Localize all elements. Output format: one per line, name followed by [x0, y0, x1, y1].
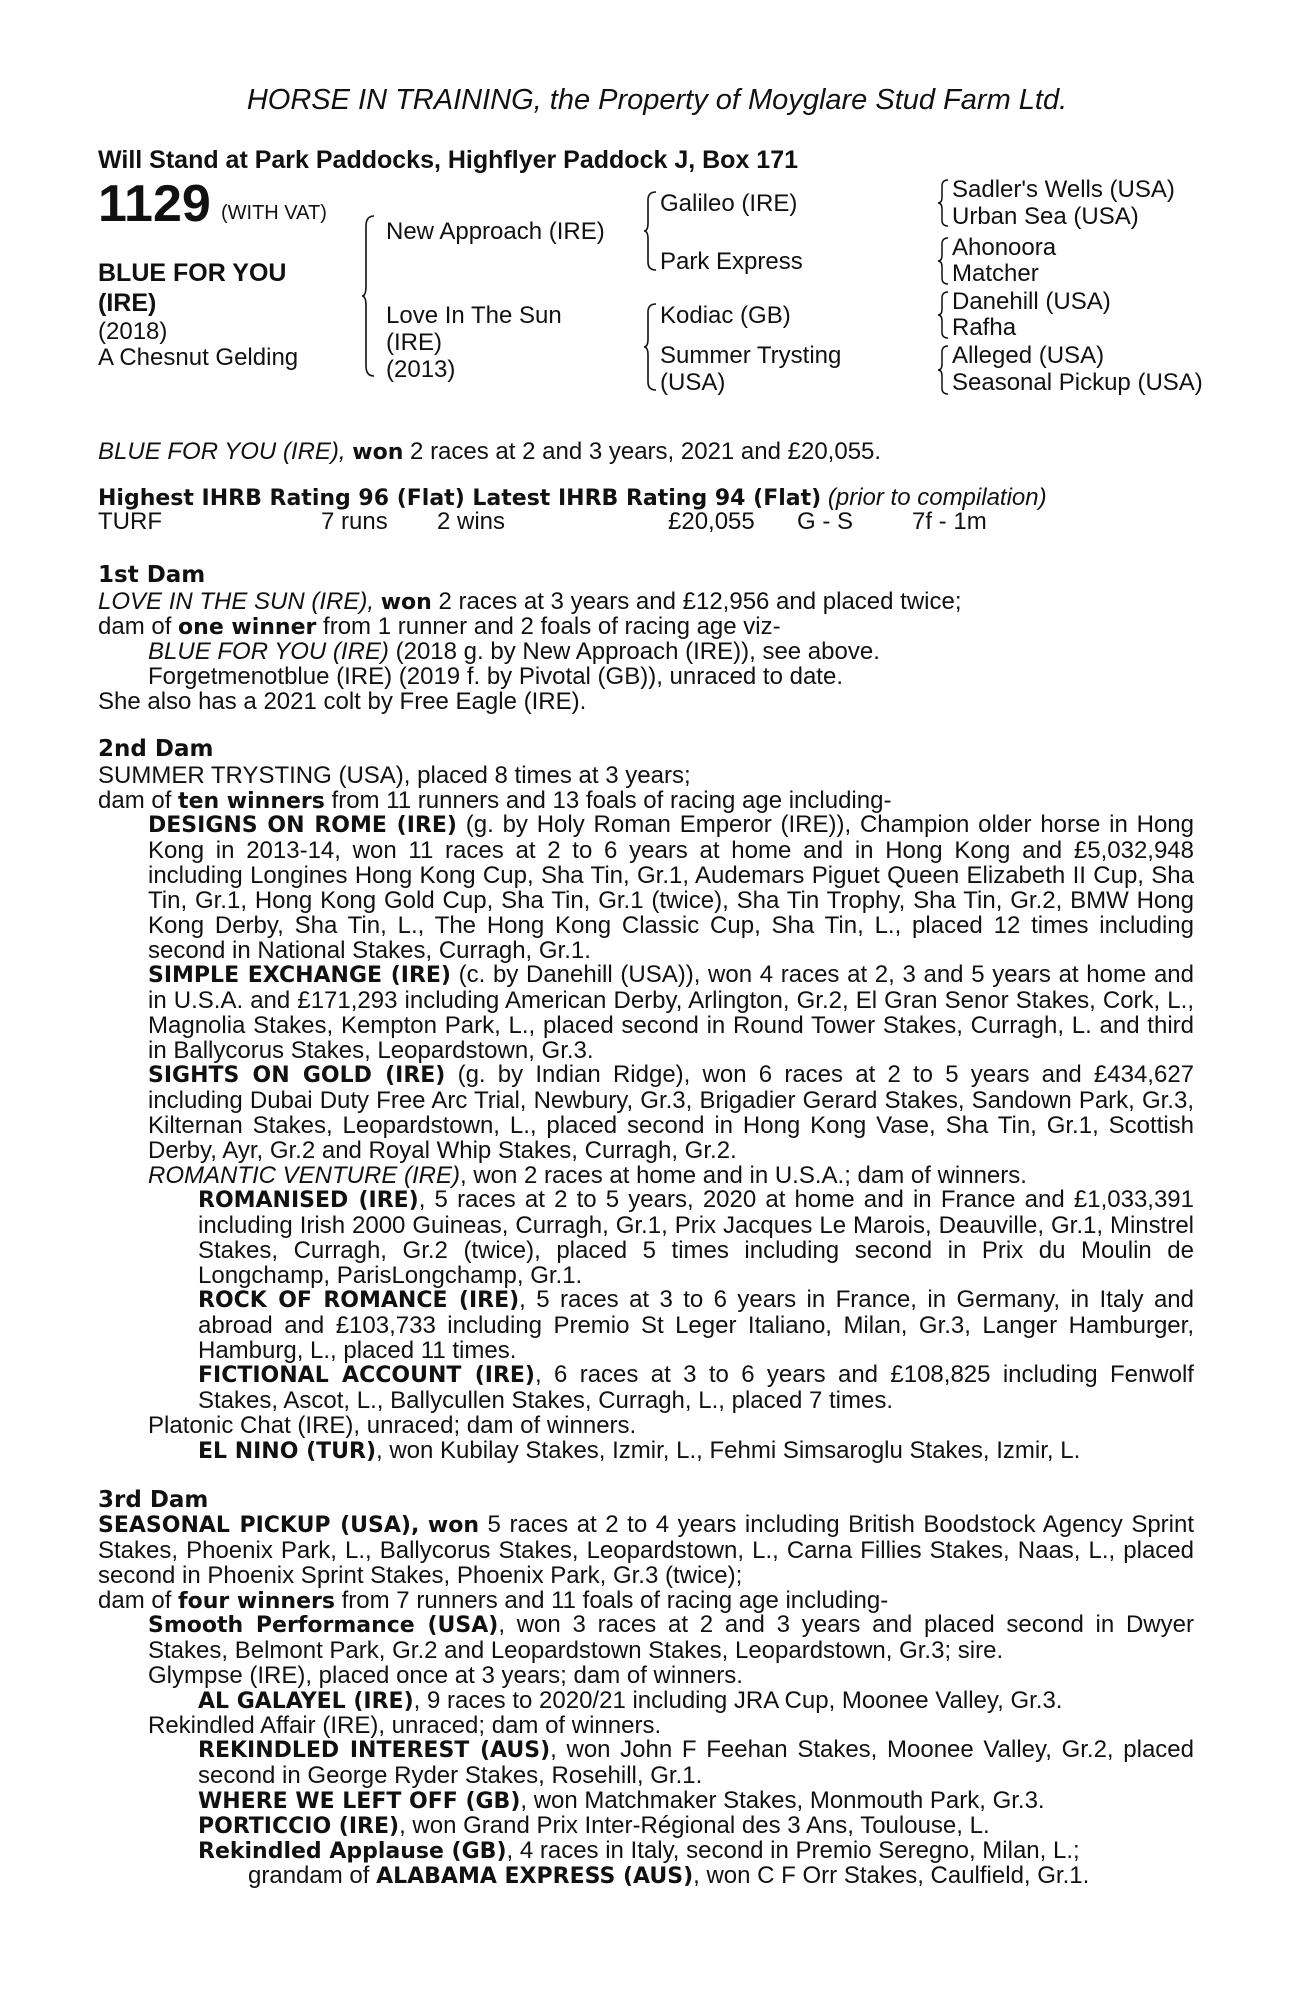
- rekindled-interest-entry: REKINDLED INTEREST (AUS), won John F Feehan Stakes, Moonee Valley, Gr.2, placed second in George Ryder Stakes, Rosehill, Gr.1.: [198, 1736, 1194, 1789]
- rating-distance: 7f - 1m: [912, 508, 987, 535]
- third-dam-line2: dam of four winners from 7 runners and 11 foals of racing age including-: [98, 1587, 889, 1614]
- vat-note: (WITH VAT): [221, 202, 327, 224]
- designs-on-rome-entry: DESIGNS ON ROME (IRE) (g. by Holy Roman Emperor (IRE)), Champion older horse in Hong Kong in 2013-14, won 11 races at 2 to 6 years at home and in Hong Kong and £5,032,948 including Longines Hong Kong Cup, Sha Tin, Gr.1, Audemars Piguet Queen Elizabeth II Cup, Sha Tin, Gr.1, Hong Kong Gold Cup, Sha Tin, Gr.1 (twice), Sha Tin Trophy, Sha Tin, Gr.2, BMW Hong Kong Derby, Sha Tin, L., The Hong Kong Classic Cup, Sha Tin, L., placed 12 times including second in National Stakes, Curragh, Gr.1.: [148, 811, 1195, 964]
- g4-name: Matcher: [952, 260, 1039, 287]
- g-brace-3-icon: [938, 290, 950, 340]
- seasonal-pickup-entry: SEASONAL PICKUP (USA), won 5 races at 2 to 4 years including British Boodstock Agency Sprint Stakes, Phoenix Park, L., Ballycorus Stakes, Leopardstown, L., Carna Fillies Stakes, Naas, L., placed second in Phoenix Sprint Stakes, Phoenix Park, Gr.3 (twice);: [98, 1511, 1195, 1589]
- rekindled-affair-entry: Rekindled Affair (IRE), unraced; dam of winners.: [148, 1712, 662, 1739]
- g6-name: Rafha: [952, 314, 1017, 341]
- rock-of-romance-entry: ROCK OF ROMANCE (IRE), 5 races at 3 to 6 years in France, in Germany, in Italy and abroad and £103,733 including Premio St Leger Italiano, Milan, Gr.3, Langer Hamburger, Hamburg, L., placed 11 times.: [198, 1286, 1194, 1364]
- dam-dam-name: [660, 342, 841, 396]
- dam-name-line3: (2013): [386, 356, 456, 383]
- race-summary: BLUE FOR YOU (IRE), won 2 races at 2 and 3 years, 2021 and £20,055.: [98, 438, 882, 465]
- dam-name-line1: Love In The Sun: [386, 302, 562, 329]
- g3-name: Ahonoora: [952, 234, 1057, 261]
- sire-name: New Approach (IRE): [386, 218, 605, 245]
- page-title: HORSE IN TRAINING, the Property of Moyglare Stud Farm Ltd.: [246, 84, 1068, 116]
- g8-name: Seasonal Pickup (USA): [952, 369, 1203, 396]
- dam-name: [386, 302, 562, 383]
- platonic-chat-entry: Platonic Chat (IRE), unraced; dam of winners.: [148, 1412, 637, 1439]
- first-dam-line4: Forgetmenotblue (IRE) (2019 f. by Pivotal (GB)), unraced to date.: [148, 663, 843, 690]
- second-dam-heading: 2nd Dam: [98, 736, 214, 762]
- first-dam-line3: BLUE FOR YOU (IRE) (2018 g. by New Approach (IRE)), see above.: [148, 638, 880, 665]
- el-nino-entry: EL NINO (TUR), won Kubilay Stakes, Izmir, L., Fehmi Simsaroglu Stakes, Izmir, L.: [198, 1437, 1081, 1464]
- g1-name: Sadler's Wells (USA): [952, 176, 1175, 203]
- first-dam-line5: She also has a 2021 colt by Free Eagle (IRE).: [98, 688, 587, 715]
- second-dam-line1: SUMMER TRYSTING (USA), placed 8 times at 3 years;: [98, 762, 691, 789]
- fictional-account-entry: FICTIONAL ACCOUNT (IRE), 6 races at 3 to 6 years and £108,825 including Fenwolf Stakes, Ascot, L., Ballycullen Stakes, Curragh, L., placed 7 times.: [198, 1361, 1194, 1414]
- horse-year: (2018): [98, 318, 168, 345]
- stand-location: Will Stand at Park Paddocks, Highflyer Paddock J, Box 171: [98, 146, 798, 174]
- dam-brace-icon: [644, 302, 658, 392]
- lot-number: 1129: [98, 175, 211, 233]
- g-brace-2-icon: [938, 236, 950, 286]
- dam-dam-line2: (USA): [660, 369, 726, 396]
- grandam-entry: grandam of ALABAMA EXPRESS (AUS), won C F Orr Stakes, Caulfield, Gr.1.: [248, 1862, 1090, 1889]
- rating-wins: 2 wins: [437, 508, 506, 535]
- rating-runs: 7 runs: [321, 508, 388, 535]
- romanised-entry: ROMANISED (IRE), 5 races at 2 to 5 years, 2020 at home and in France and £1,033,391 including Irish 2000 Guineas, Curragh, Gr.1, Prix Jacques Le Marois, Deauville, Gr.1, Minstrel Stakes, Curragh, Gr.2 (twice), placed 5 times including second in Prix du Moulin de Longchamp, ParisLongchamp, Gr.1.: [198, 1186, 1194, 1289]
- horse-name-line2: (IRE): [98, 289, 157, 317]
- horse-name-line1: BLUE FOR YOU: [98, 259, 287, 287]
- dam-sire-name: Kodiac (GB): [660, 302, 791, 329]
- first-dam-line1: LOVE IN THE SUN (IRE), won 2 races at 3 years and £12,956 and placed twice;: [98, 588, 962, 615]
- rating-line: Highest IHRB Rating 96 (Flat) Latest IHRB Rating 94 (Flat) (prior to compilation): [98, 484, 1047, 511]
- sire-dam-name: Park Express: [660, 248, 803, 275]
- g-brace-4-icon: [938, 344, 950, 396]
- glympse-entry: Glympse (IRE), placed once at 3 years; dam of winners.: [148, 1662, 743, 1689]
- simple-exchange-entry: SIMPLE EXCHANGE (IRE) (c. by Danehill (USA)), won 4 races at 2, 3 and 5 years at home and in U.S.A. and £171,293 including American Derby, Arlington, Gr.2, El Gran Senor Stakes, Cork, L., Magnolia Stakes, Kempton Park, L., placed second in Round Tower Stakes, Curragh, L. and third in Ballycorus Stakes, Leopardstown, Gr.3.: [148, 961, 1194, 1064]
- smooth-performance-entry: Smooth Performance (USA), won 3 races at 2 and 3 years and placed second in Dwyer Stakes, Belmont Park, Gr.2 and Leopardstown Stakes, Leopardstown, Gr.3; sire.: [148, 1611, 1194, 1664]
- rating-going: G - S: [797, 508, 854, 535]
- rekindled-applause-entry: Rekindled Applause (GB), 4 races in Italy, second in Premio Seregno, Milan, L.;: [198, 1837, 1080, 1864]
- pedigree-brace-icon: [362, 214, 376, 378]
- rating-earnings: £20,055: [668, 508, 755, 535]
- g2-name: Urban Sea (USA): [952, 203, 1139, 230]
- sire-brace-icon: [644, 190, 658, 272]
- horse-description: A Chesnut Gelding: [98, 344, 299, 371]
- al-galayel-entry: AL GALAYEL (IRE), 9 races to 2020/21 including JRA Cup, Moonee Valley, Gr.3.: [198, 1687, 1063, 1714]
- dam-name-line2: (IRE): [386, 329, 442, 356]
- third-dam-heading: 3rd Dam: [98, 1487, 209, 1513]
- rating-surface: TURF: [98, 508, 162, 535]
- g-brace-1-icon: [938, 178, 950, 228]
- g7-name: Alleged (USA): [952, 342, 1105, 369]
- where-we-left-off-entry: WHERE WE LEFT OFF (GB), won Matchmaker Stakes, Monmouth Park, Gr.3.: [198, 1787, 1045, 1814]
- g5-name: Danehill (USA): [952, 288, 1111, 315]
- first-dam-heading: 1st Dam: [98, 562, 206, 588]
- sights-on-gold-entry: SIGHTS ON GOLD (IRE) (g. by Indian Ridge), won 6 races at 2 to 5 years and £434,627 including Dubai Duty Free Arc Trial, Newbury, Gr.3, Brigadier Gerard Stakes, Sandown Park, Gr.3, Kilternan Stakes, Leopardstown, L., placed second in Hong Kong Vase, Sha Tin, Gr.1, Scottish Derby, Ayr, Gr.2 and Royal Whip Stakes, Curragh, Gr.2.: [148, 1061, 1195, 1164]
- horse-name: [98, 258, 328, 318]
- sire-sire-name: Galileo (IRE): [660, 190, 798, 217]
- porticcio-entry: PORTICCIO (IRE), won Grand Prix Inter-Régional des 3 Ans, Toulouse, L.: [198, 1812, 990, 1839]
- dam-dam-line1: Summer Trysting: [660, 342, 842, 369]
- second-dam-line2: dam of ten winners from 11 runners and 13 foals of racing age including-: [98, 787, 892, 814]
- romantic-venture-entry: ROMANTIC VENTURE (IRE), won 2 races at home and in U.S.A.; dam of winners.: [148, 1162, 1027, 1189]
- first-dam-line2: dam of one winner from 1 runner and 2 foals of racing age viz-: [98, 613, 781, 640]
